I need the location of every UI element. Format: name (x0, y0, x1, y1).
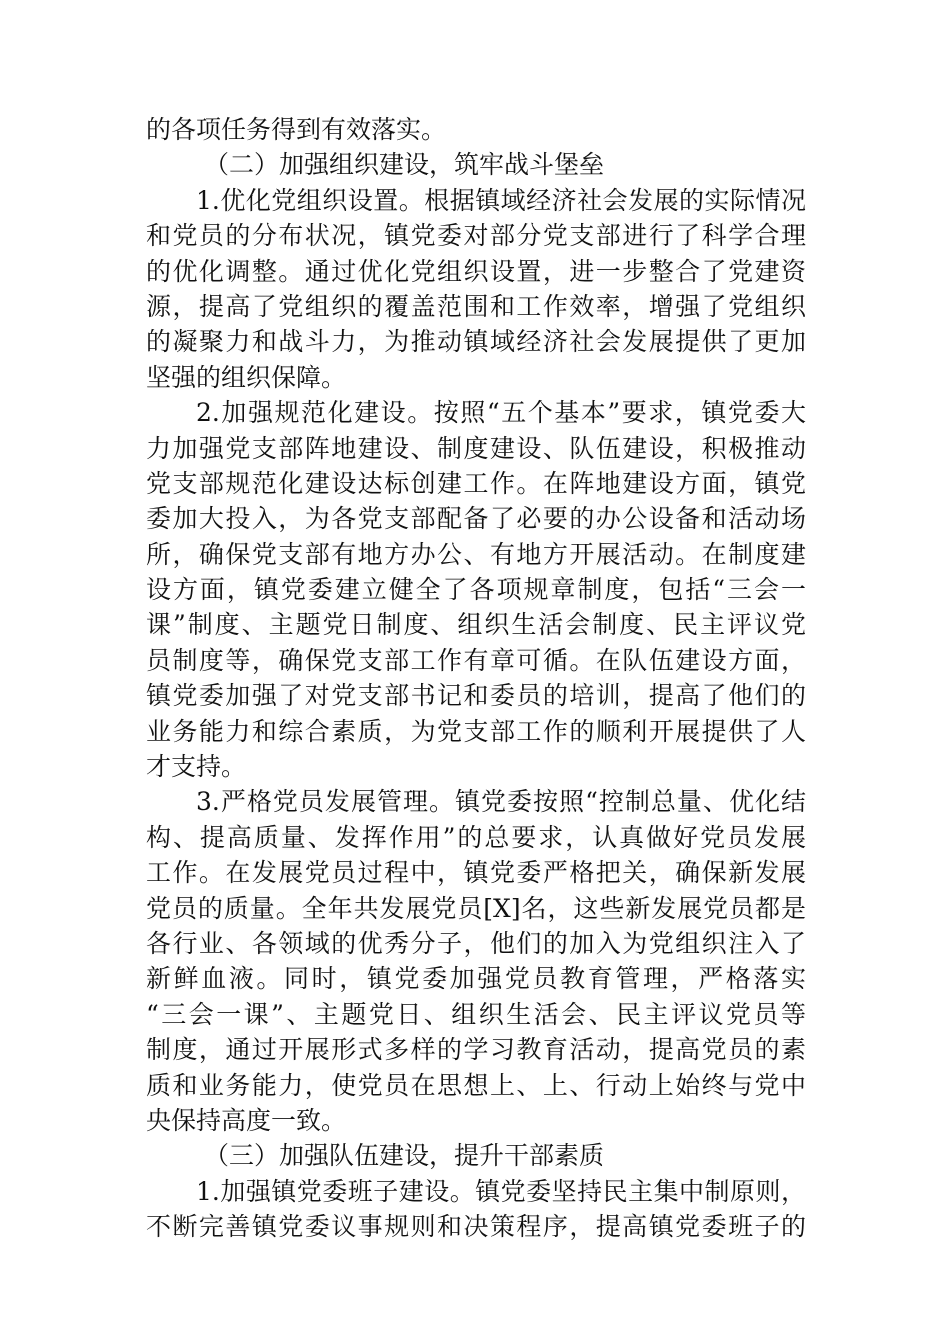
paragraph-start: 1.优化党组织设置。根据镇域经济社会发展的实际情况 (196, 185, 806, 215)
paragraph-start: 2.加强规范化建设。按照“五个基本”要求，镇党委大 (196, 398, 806, 428)
text-line: 委加大投入，为各党支部配备了必要的办公设备和活动场 (146, 504, 806, 534)
text-line: 各行业、各领域的优秀分子，他们的加入为党组织注入了 (146, 928, 806, 958)
text-line: 的各项任务得到有效落实。 (146, 115, 447, 144)
text-line: 设方面，镇党委建立健全了各项规章制度，包括“三会一 (146, 575, 806, 605)
text-line: 党支部规范化建设达标创建工作。在阵地建设方面，镇党 (146, 468, 806, 498)
paragraph-start: 3.严格党员发展管理。镇党委按照“控制总量、优化结 (196, 787, 806, 817)
text-line: 镇党委加强了对党支部书记和委员的培训，提高了他们的 (146, 681, 806, 711)
text-line: 所，确保党支部有地方办公、有地方开展活动。在制度建 (146, 539, 806, 569)
text-line: 制度，通过开展形式多样的学习教育活动，提高党员的素 (146, 1035, 806, 1065)
text-line: 的凝聚力和战斗力，为推动镇域经济社会发展提供了更加 (146, 327, 806, 357)
text-line: 的优化调整。通过优化党组织设置，进一步整合了党建资 (146, 256, 806, 286)
text-line: “三会一课”、主题党日、组织生活会、民主评议党员等 (146, 999, 806, 1029)
text-line: 工作。在发展党员过程中，镇党委严格把关，确保新发展 (146, 858, 806, 888)
text-line: 党员的质量。全年共发展党员[X]名，这些新发展党员都是 (146, 893, 806, 923)
text-line: 才支持。 (146, 752, 247, 782)
text-line: 课”制度、主题党日制度、组织生活会制度、民主评议党 (146, 610, 806, 640)
paragraph-start: 1.加强镇党委班子建设。镇党委坚持民主集中制原则， (196, 1176, 806, 1206)
document-body (146, 112, 806, 1245)
text-line: 力加强党支部阵地建设、制度建设、队伍建设，积极推动 (146, 433, 806, 463)
text-line: 员制度等，确保党支部工作有章可循。在队伍建设方面， (146, 645, 806, 675)
text-line: 央保持高度一致。 (146, 1105, 347, 1135)
text-line: 业务能力和综合素质，为党支部工作的顺利开展提供了人 (146, 716, 806, 746)
text-line: 和党员的分布状况，镇党委对部分党支部进行了科学合理 (146, 221, 806, 251)
text-line: 源，提高了党组织的覆盖范围和工作效率，增强了党组织 (146, 291, 806, 321)
text-line: 构、提高质量、发挥作用”的总要求，认真做好党员发展 (146, 822, 806, 852)
text-line: 坚强的组织保障。 (146, 362, 347, 392)
text-line: 质和业务能力，使党员在思想上、上、行动上始终与党中 (146, 1070, 806, 1100)
text-line: 不断完善镇党委议事规则和决策程序，提高镇党委班子的 (146, 1212, 806, 1242)
section-heading: （三）加强队伍建设，提升干部素质 (204, 1141, 605, 1171)
section-heading: （二）加强组织建设，筑牢战斗堡垒 (204, 150, 605, 180)
text-line: 新鲜血液。同时，镇党委加强党员教育管理，严格落实 (146, 964, 806, 994)
